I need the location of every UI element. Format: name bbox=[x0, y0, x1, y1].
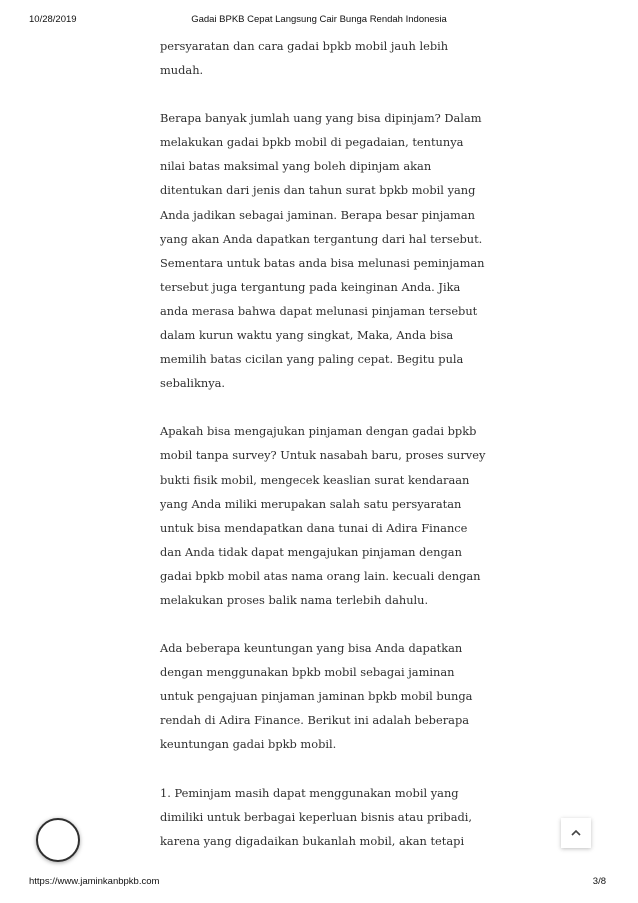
print-footer bbox=[0, 876, 638, 890]
article-paragraph-2: Berapa banyak jumlah uang yang bisa dipinjam? Dalam melakukan gadai bpkb mobil di pegadaian, tentunya nilai batas maksimal yang boleh dipinjam akan ditentukan dari jenis dan tahun surat bpkb mobil yang Anda jadikan sebagai jaminan. Berapa besar pinjaman yang akan Anda dapatkan tergantung dari hal tersebut. Sementara untuk batas anda bisa melunasi peminjaman tersebut juga tergantung pada keinginan Anda. Jika anda merasa bahwa dapat melunasi pinjaman tersebut dalam kurun waktu yang singkat, Maka, Anda bisa memilih batas cicilan yang paling cepat. Begitu pula sebaliknya. bbox=[160, 111, 485, 391]
article-paragraph-5: 1. Peminjam masih dapat menggunakan mobil yang dimiliki untuk berbagai keperluan bisnis atau pribadi, karena yang digadaikan bukanlah mobil, akan tetapi bbox=[160, 785, 473, 848]
floating-circle-button[interactable] bbox=[36, 818, 80, 862]
print-url: https://www.jaminkanbpkb.com bbox=[29, 876, 160, 887]
print-page-title: Gadai BPKB Cepat Langsung Cair Bunga Rendah Indonesia bbox=[191, 14, 447, 25]
article-paragraph-3: Apakah bisa mengajukan pinjaman dengan gadai bpkb mobil tanpa survey? Untuk nasabah baru, proses survey bukti fisik mobil, mengecek keaslian surat kendaraan yang Anda miliki merupakan salah satu persyaratan untuk bisa mendapatkan dana tunai di Adira Finance dan Anda tidak dapat mengajukan pinjaman dengan gadai bpkb mobil atas nama orang lain. kecuali dengan melakukan proses balik nama terlebih dahulu. bbox=[160, 424, 486, 607]
scroll-to-top-button[interactable] bbox=[561, 818, 591, 848]
article-body bbox=[160, 34, 490, 877]
article-paragraph-4: Ada beberapa keuntungan yang bisa Anda dapatkan dengan menggunakan bpkb mobil sebagai jaminan untuk pengajuan pinjaman jaminan bpkb mobil bunga rendah di Adira Finance. Berikut ini adalah beberapa keuntungan gadai bpkb mobil. bbox=[160, 641, 473, 752]
print-header bbox=[0, 14, 638, 28]
article-paragraph-1: persyaratan dan cara gadai bpkb mobil jauh lebih mudah. bbox=[160, 39, 449, 78]
print-date: 10/28/2019 bbox=[29, 14, 77, 25]
chevron-up-icon bbox=[570, 827, 582, 839]
print-page-number: 3/8 bbox=[592, 876, 606, 887]
